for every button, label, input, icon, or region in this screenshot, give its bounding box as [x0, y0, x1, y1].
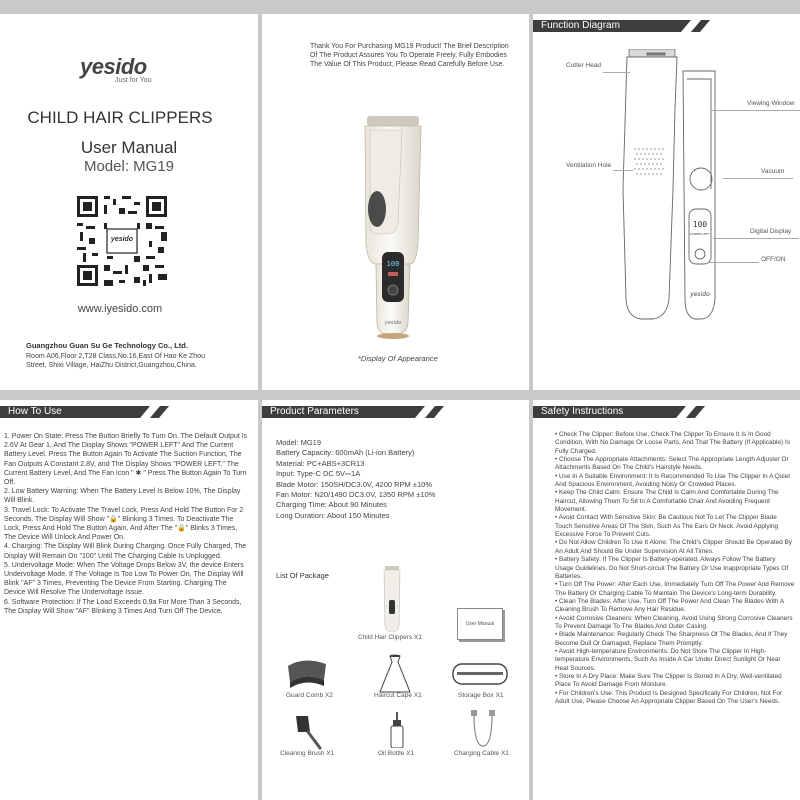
- label-vacuum: Vacuum: [761, 168, 785, 175]
- list-item: 3. Travel Lock: To Activate The Travel Lock, Press And Hold The Button For 2 Seconds. The Display Will Show "🔒" Blinking 3 Times. To Deactivate The Lock, Press And Hold The Button Again, And After The "🔒" Blinks 3 Times, The Device Will Unlock And Power On.: [4, 506, 244, 542]
- list-item: • Clean The Blades: After Use, Turn Off The Power And Clean The Blades With A Cleaning Brush To Remove Any Hair Residue.: [555, 597, 784, 614]
- list-item: • Turn Off The Power: After Each Use, Immediately Turn Off The Power And Remove The Battery Or Charging Cable To Maintain The Device's Long-term Durability.: [555, 581, 795, 597]
- leader-vacuum: [723, 178, 793, 179]
- function-diagram-header: Function Diagram: [533, 20, 681, 32]
- list-item: 1. Power On State: Press The Button Briefly To Turn On. The Default Output Is 2.6V At Gear 1, And The Display Shows "POWER LEFT" And The Current Battery Level. Press The Button Again To Activate The Suction Function, The Fan Outputs A Constant 2.8V, and The Display Shows "POWER LEFT," The Current Battery Level, And The Fan Icon " ✱ " Press The Button Again To Turn Off.: [4, 433, 248, 487]
- label-digital-display: Digital Display: [750, 228, 792, 235]
- model-label: Model: MG19: [83, 158, 175, 175]
- list-item: • Keep The Child Calm: Ensure The Child Is Calm And Comfortable During The Haircut, Allowing Them To Sit In A Comfortable Chair And Avoiding Frequent Movement.: [555, 489, 779, 514]
- list-item: • Store In A Dry Place: Make Sure The Clipper Is Stored In A Dry, Well-ventilated Place To Avoid Damage From Moisture.: [555, 672, 782, 689]
- package-cable-icon: [468, 710, 498, 750]
- label-cutter-head: Cutter Head: [566, 62, 602, 69]
- product-title: CHILD HAIR CLIPPERS: [27, 108, 213, 127]
- product-parameters-header: Product Parameters: [262, 406, 415, 418]
- list-item: • Use In A Suitable Environment: It Is Recommended To Use The Clipper In A Quiet And Spacious Environment, Avoiding Noisy Or Crowded Places.: [555, 472, 791, 489]
- package-brush-label: Cleaning Brush X1: [280, 750, 335, 757]
- diagram-display-digits: 100: [692, 220, 708, 229]
- label-off-on: OFF/ON: [761, 256, 786, 263]
- param-line: Model: MG19: [276, 438, 322, 447]
- list-item: • Do Not Allow Children To Use It Alone: The Child's Clipper Should Be Operated By An Adult And Should Be Under Supervision At All Times.: [555, 539, 792, 555]
- package-oil-bottle-icon: [390, 712, 404, 748]
- list-item: • Blade Maintenance: Regularly Check The Sharpness Of The Blades, And If They Become Dull Or Damaged, Replace Them Promptly.: [555, 631, 788, 647]
- thanks-text: Thank You For Purchasing MG19 Product! The Brief Description Of The Product Assures You To Operate Freely, Fully Embodies The Value Of This Product, Please Read Carefully Before Use.: [310, 43, 509, 69]
- parameters-list: [276, 438, 521, 521]
- outline-diagram: [603, 49, 753, 334]
- list-item: • Avoid Corrosive Cleaners: When Cleaning, Avoid Using Strong Corrosive Cleaners To Prevent Damage To The Blades And Outer Casing.: [555, 614, 793, 630]
- package-clippers-icon: [382, 566, 402, 632]
- product-parameters-panel: [262, 400, 529, 800]
- label-ventilation-hole: Ventilation Hole: [566, 162, 612, 169]
- list-item: • Choose The Appropriate Attachments: Select The Appropriate Length Adjuster Or Attachments Based On The Child's Hairstyle Needs.: [555, 456, 789, 472]
- label-viewing-window: Viewing Window: [747, 100, 795, 107]
- list-item: • Avoid Contact With Sensitive Skin: Be Cautious Not To Let The Clipper Blade Touch Sensitive Areas Of The Skin, Such As The Ears Or Neck. Avoid Applying Excessive Force To Prevent Cuts.: [555, 514, 779, 539]
- param-line: Long Duration: About 150 Minutes: [276, 510, 390, 520]
- company-name: Guangzhou Guan Su Ge Technology Co., Ltd.: [26, 341, 188, 350]
- how-to-use-list: [4, 432, 248, 616]
- list-item: • For Children's Use: This Product Is Designed Specifically For Children, Not For Adult Use, Please Choose An Appropriate Clipper Based On The User's Needs.: [555, 689, 783, 705]
- manual-title: User Manual: [80, 138, 178, 157]
- svg-text:yesido: yesido: [384, 320, 402, 326]
- param-line: Charging Time: About 90 Minutes: [276, 500, 387, 510]
- package-oil-bottle-label: Oil Bottle X1: [378, 750, 415, 757]
- how-to-use-panel: [0, 400, 258, 800]
- package-cape-label: Haircut Cape X1: [374, 692, 422, 699]
- safety-list: [555, 431, 795, 706]
- svg-text:yesido: yesido: [690, 291, 710, 298]
- qr-brand-mark: yesido: [110, 236, 134, 243]
- list-item: • Avoid High-temperature Environments: Do Not Store The Clipper In High-temperature Environments, Such As Inside A Car Under Direct Sunlight Or Near Heat Sources.: [555, 647, 781, 672]
- brand-tagline: Just for You: [115, 77, 152, 84]
- function-diagram-panel: [533, 14, 800, 390]
- package-comb-icon: [284, 656, 330, 688]
- package-comb-label: Guard Comb X2: [286, 692, 333, 699]
- package-manual-card: User Manual: [457, 608, 503, 640]
- leader-off-on: [709, 262, 759, 263]
- package-title: List Of Package: [276, 571, 329, 580]
- safety-header: Safety Instructions: [533, 406, 676, 418]
- package-cable-label: Charging Cable X1: [454, 750, 509, 757]
- package-clippers-label: Child Hair Clippers X1: [358, 634, 422, 641]
- package-storage-box-label: Storage Box X1: [458, 692, 504, 699]
- safety-panel: [533, 400, 800, 800]
- cover-panel: [0, 14, 258, 390]
- list-item: • Check The Clipper: Before Use, Check The Clipper To Ensure It Is In Good Condition, With No Damage Or Loose Parts, And That The Battery (If Applicable) Is Fully Charged.: [555, 431, 790, 455]
- param-line: Battery Capacity: 600mAh (Li-ion Battery): [276, 448, 415, 458]
- param-line: Material: PC+ABS+3CR13: [276, 458, 365, 468]
- param-line: Input: Type-C DC 5V⎓1A: [276, 469, 361, 479]
- intro-panel: [262, 14, 529, 390]
- how-to-use-header: How To Use: [0, 406, 140, 418]
- package-storage-box-icon: [452, 663, 508, 685]
- list-item: 4. Charging: The Display Will Blink During Charging. Once Fully Charged, The Display Will Remain On "100" Until The Charging Cable Is Unplugged.: [4, 543, 247, 560]
- list-item: 2. Low Battery Warning: When The Battery Level Is Below 10%, The Display Will Blink.: [4, 488, 241, 505]
- brand-logo: yesido: [80, 54, 147, 79]
- list-item: 6. Software Protection: If The Load Exceeds 0.9a For More Than 3 Seconds, The Display Will Show "AF" Blinking 3 Times And Turn Off The Device.: [4, 598, 242, 615]
- package-cape-icon: [378, 654, 412, 694]
- param-line: Blade Motor: 150SH/DC3.0V, 4200 RPM ±10%: [276, 479, 433, 489]
- param-line: Fan Motor: N20/1490 DC3.0V, 1350 RPM ±10%: [276, 490, 436, 500]
- list-item: 5. Undervoltage Mode: When The Voltage Drops Below 3V, the device Enters Undervoltage Mode. If The Voltage Is Too Low To Power On, The Display Will Blink "AF" 3 Times, Preventing The Device From Starting. Charging The Device Will Resolve The Undervoltage Issue.: [4, 561, 244, 597]
- device-display-digits: 100: [386, 260, 400, 268]
- leader-viewing-window: [711, 110, 800, 111]
- package-brush-icon: [292, 714, 322, 750]
- leader-ventilation-hole: [613, 170, 633, 171]
- website-url[interactable]: www.iyesido.com: [77, 303, 163, 315]
- list-item: • Battery Safety: If The Clipper Is Battery-operated, Always Follow The Battery Usage Guidelines. Do Not Short-circuit The Battery Or Use Inappropriate Types Of Batteries.: [555, 556, 789, 580]
- svg-text:POWER LEFT: POWER LEFT: [690, 232, 710, 236]
- appearance-caption: *Display Of Appearance: [358, 354, 438, 363]
- leader-digital-display: [713, 238, 799, 239]
- leader-cutter-head: [603, 72, 630, 73]
- clipper-illustration: [350, 114, 440, 344]
- company-address: Room A06,Floor 2,T28 Class,No.16,East Of Hao Ke Zhou Street, Shixi Village, HaiZhu District,Guangzhou,China.: [26, 353, 205, 370]
